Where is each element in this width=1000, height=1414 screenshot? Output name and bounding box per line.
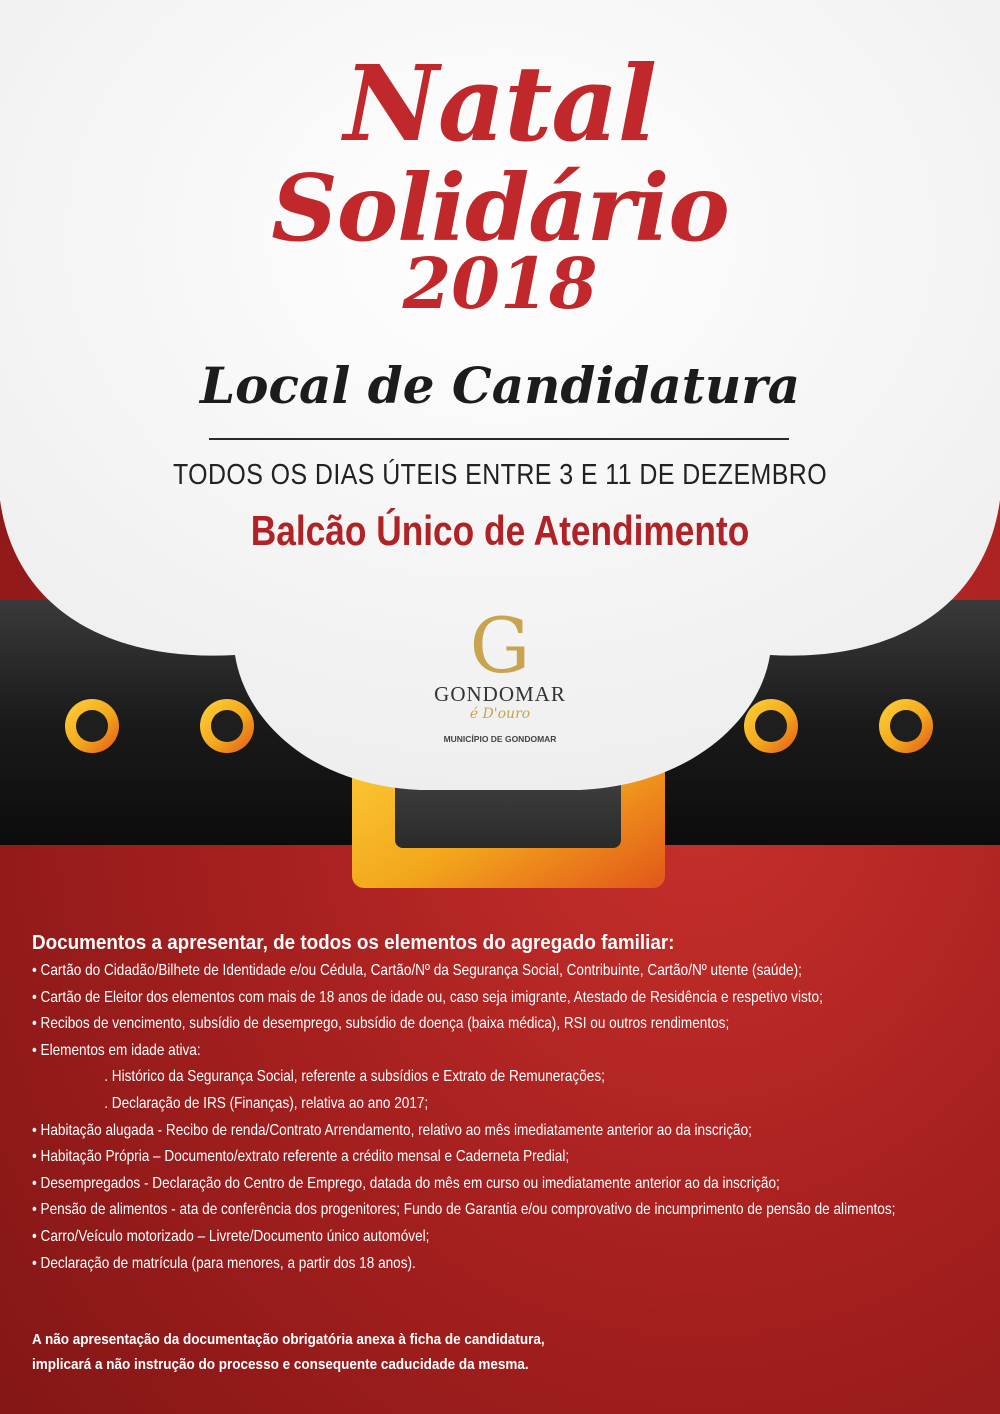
list-item: • Elementos em idade ativa: bbox=[32, 1038, 858, 1065]
belt-eyelet-3 bbox=[744, 699, 798, 753]
title-year: 2018 bbox=[402, 242, 598, 325]
subtitle-local: Local de Candidatura bbox=[200, 356, 800, 415]
title-natal: Natal bbox=[343, 42, 657, 165]
dates-text: TODOS OS DIAS ÚTEIS ENTRE 3 E 11 DE DEZEMBRO bbox=[172, 459, 828, 491]
list-item: • Recibos de vencimento, subsídio de desemprego, subsídio de doença (baixa médica), RSI ou outros rendimentos; bbox=[32, 1011, 858, 1038]
list-item: • Cartão de Eleitor dos elementos com mais de 18 anos de idade ou, caso seja imigrante, Atestado de Residência e respetivo visto; bbox=[32, 985, 858, 1012]
logo-municipio: MUNICÍPIO DE GONDOMAR bbox=[443, 734, 557, 744]
list-subitem: . Declaração de IRS (Finanças), relativa ao ano 2017; bbox=[32, 1091, 858, 1118]
belt-eyelet-4 bbox=[879, 699, 933, 753]
logo-tagline: é D'ouro bbox=[469, 706, 531, 722]
venue-text: Balcão Único de Atendimento bbox=[250, 507, 750, 554]
title-solidario: Solidário bbox=[271, 154, 729, 262]
gondomar-logo-icon: G bbox=[469, 601, 531, 690]
documents-list bbox=[32, 958, 992, 1277]
documents-heading: Documentos a apresentar, de todos os elementos do agregado familiar: bbox=[32, 931, 675, 954]
list-item: • Carro/Veículo motorizado – Livrete/Documento único automóvel; bbox=[32, 1224, 858, 1251]
footer-note-line1: A não apresentação da documentação obrigatória anexa à ficha de candidatura, bbox=[32, 1331, 545, 1348]
belt-eyelet-1 bbox=[65, 699, 119, 753]
divider-line bbox=[209, 438, 789, 440]
list-item: • Pensão de alimentos - ata de conferência dos progenitores; Fundo de Garantia e/ou comprovativo de incumprimento de pensão de alimentos; bbox=[32, 1197, 858, 1224]
documents-section bbox=[32, 928, 992, 1277]
footer-note bbox=[32, 1327, 842, 1377]
list-item: • Cartão do Cidadão/Bilhete de Identidade e/ou Cédula, Cartão/Nº da Segurança Social, Contribuinte, Cartão/Nº utente (saúde); bbox=[32, 958, 858, 985]
list-item: • Habitação Própria – Documento/extrato referente a crédito mensal e Caderneta Predial; bbox=[32, 1144, 858, 1171]
belt-eyelet-2 bbox=[200, 699, 254, 753]
list-item: • Desempregados - Declaração do Centro de Emprego, datada do mês em curso ou imediatamente anterior ao da inscrição; bbox=[32, 1171, 858, 1198]
list-item: • Declaração de matrícula (para menores, a partir dos 18 anos). bbox=[32, 1251, 858, 1278]
footer-note-line2: implicará a não instrução do processo e consequente caducidade da mesma. bbox=[32, 1356, 529, 1373]
list-item: • Habitação alugada - Recibo de renda/Contrato Arrendamento, relativo ao mês imediatamente anterior ao da inscrição; bbox=[32, 1118, 858, 1145]
logo-name: GONDOMAR bbox=[434, 682, 566, 706]
list-subitem: . Histórico da Segurança Social, referente a subsídios e Extrato de Remunerações; bbox=[32, 1064, 858, 1091]
